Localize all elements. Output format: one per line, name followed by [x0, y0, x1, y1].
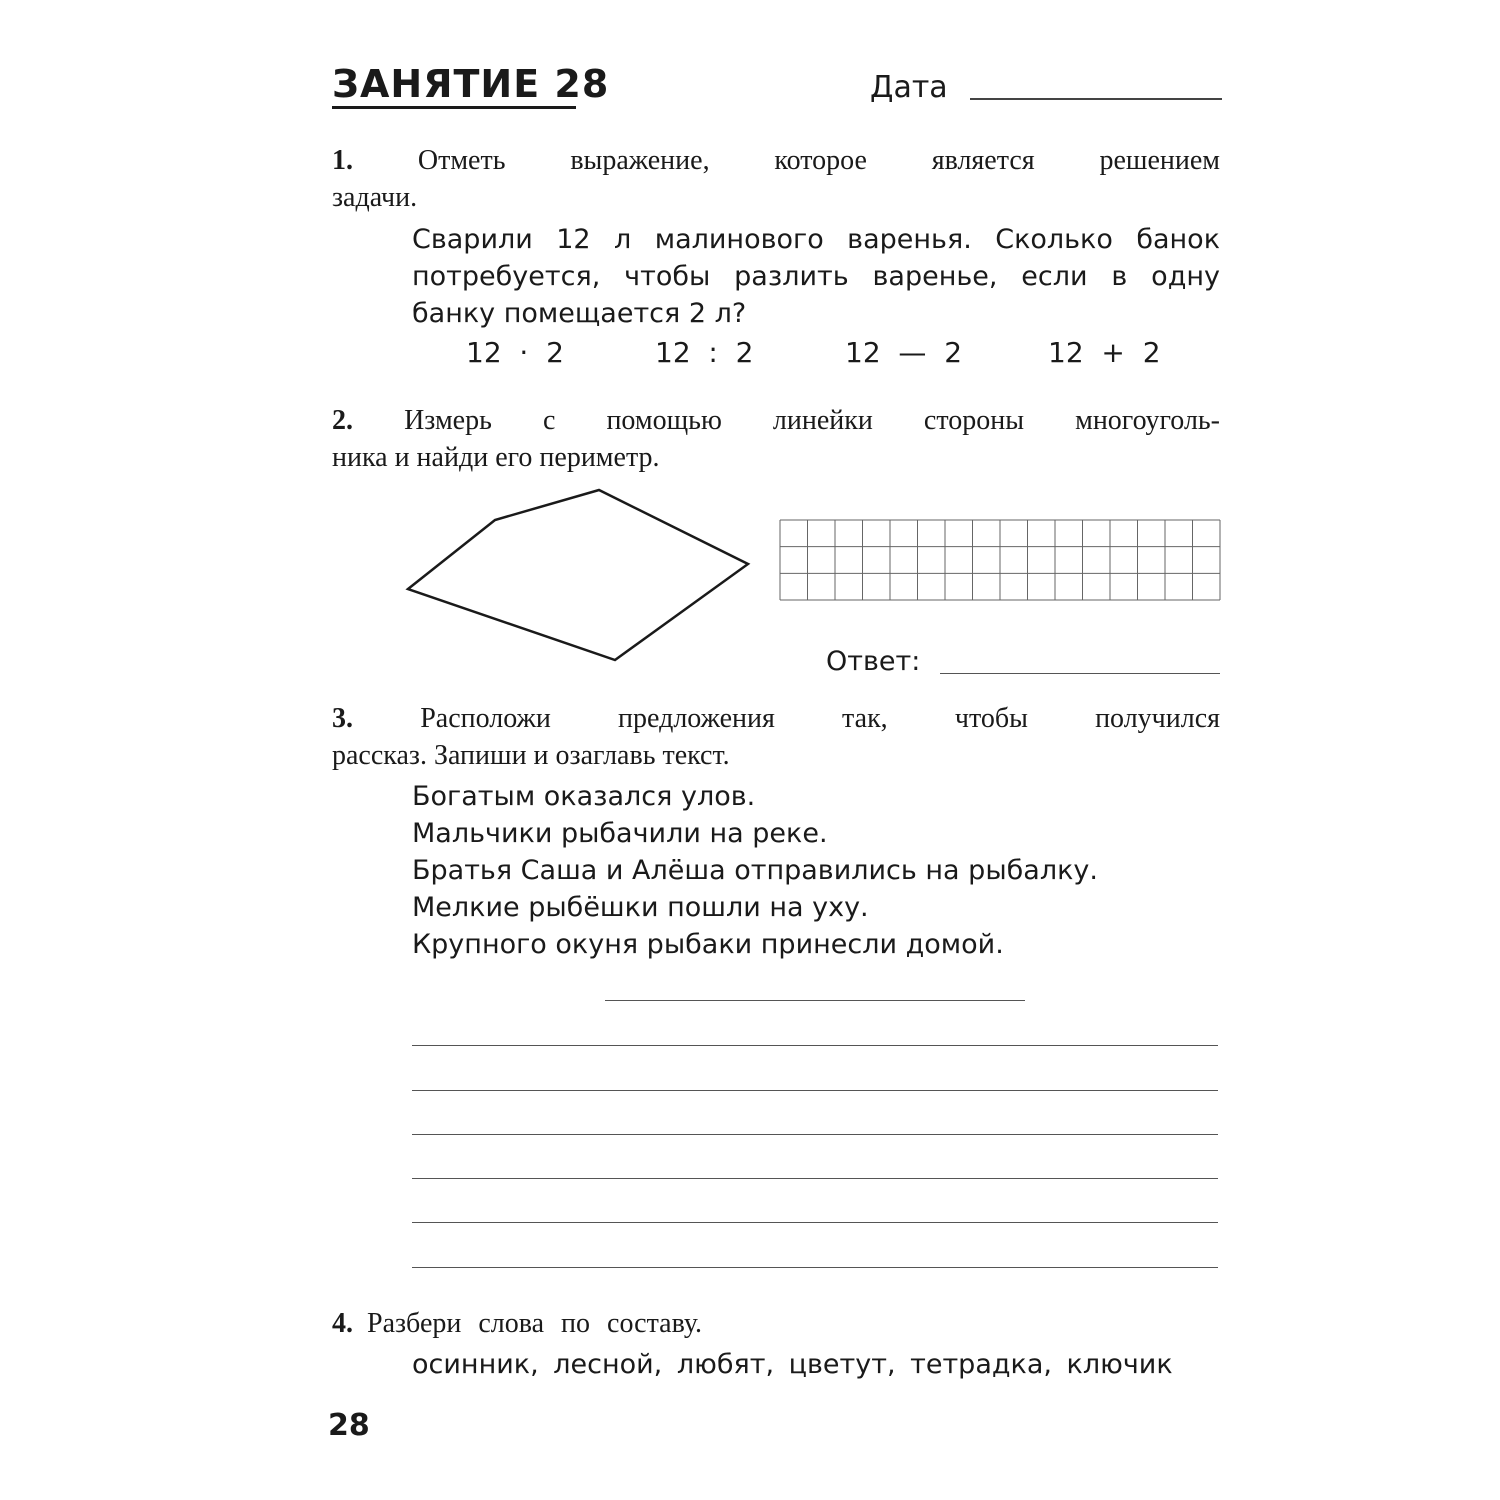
- task-1-option-4[interactable]: 12 + 2: [1048, 336, 1161, 369]
- task-1-problem-line-3: банку помещается 2 л?: [412, 298, 747, 329]
- title-underline: [332, 106, 576, 109]
- task-2-number: 2.: [332, 405, 353, 436]
- task-3-prompt-line-1: Расположи предложения так, чтобы получился: [420, 703, 1221, 734]
- writing-line-5[interactable]: [412, 1222, 1218, 1223]
- task-2-prompt-line-1: Измерь с помощью линейки стороны многоуголь-: [404, 405, 1221, 436]
- task-1-option-1[interactable]: 12 · 2: [466, 336, 564, 369]
- answer-label: Ответ:: [826, 646, 921, 677]
- writing-line-6[interactable]: [412, 1267, 1218, 1268]
- task-1-problem-line-1: Сварили 12 л малинового варенья. Сколько банок: [412, 224, 1220, 255]
- task-1-prompt-line-2: задачи.: [332, 182, 418, 213]
- sentence-1: Богатым оказался улов.: [412, 781, 756, 812]
- sentence-4: Мелкие рыбёшки пошли на уху.: [412, 892, 869, 923]
- task-4-number: 4.: [332, 1308, 353, 1339]
- pentagon-shape: [408, 490, 748, 660]
- task-2-prompt: [332, 402, 1220, 476]
- writing-line-3[interactable]: [412, 1134, 1218, 1135]
- task-1-prompt: [332, 142, 1220, 216]
- answer-grid[interactable]: [778, 518, 1222, 602]
- task-4-prompt-text: Разбери слова по составу.: [367, 1308, 703, 1339]
- sentence-3: Братья Саша и Алёша отправились на рыбалку.: [412, 855, 1098, 886]
- task-1-problem-line-2: потребуется, чтобы разлить варенье, если в одну: [412, 261, 1220, 292]
- task-4-prompt: [332, 1305, 1220, 1342]
- task-4-words: осинник, лесной, любят, цветут, тетрадка, ключик: [412, 1349, 1173, 1380]
- lesson-title: ЗАНЯТИЕ 28: [332, 62, 610, 106]
- task-2-prompt-line-2: ника и найди его периметр.: [332, 442, 660, 473]
- writing-line-4[interactable]: [412, 1178, 1218, 1179]
- sentence-5: Крупного окуня рыбаки принесли домой.: [412, 929, 1004, 960]
- polygon-figure: [400, 482, 760, 672]
- writing-line-2[interactable]: [412, 1090, 1218, 1091]
- task-1-option-2[interactable]: 12 : 2: [655, 336, 754, 369]
- task-3-sentences: [412, 778, 1212, 963]
- task-1-problem: [412, 221, 1220, 332]
- answer-line[interactable]: [940, 673, 1220, 674]
- task-1-number: 1.: [332, 145, 353, 176]
- task-1-option-3[interactable]: 12 — 2: [845, 336, 963, 369]
- page-number: 28: [328, 1408, 370, 1443]
- task-3-prompt: [332, 700, 1220, 774]
- sentence-2: Мальчики рыбачили на реке.: [412, 818, 828, 849]
- task-1-prompt-line-1: Отметь выражение, которое является решением: [417, 145, 1221, 176]
- date-label: Дата: [870, 70, 948, 105]
- date-input-line[interactable]: [970, 98, 1222, 100]
- writing-line-1[interactable]: [412, 1045, 1218, 1046]
- task-3-prompt-line-2: рассказ. Запиши и озаглавь текст.: [332, 740, 730, 771]
- task-3-number: 3.: [332, 703, 353, 734]
- title-writing-line[interactable]: [605, 1000, 1025, 1001]
